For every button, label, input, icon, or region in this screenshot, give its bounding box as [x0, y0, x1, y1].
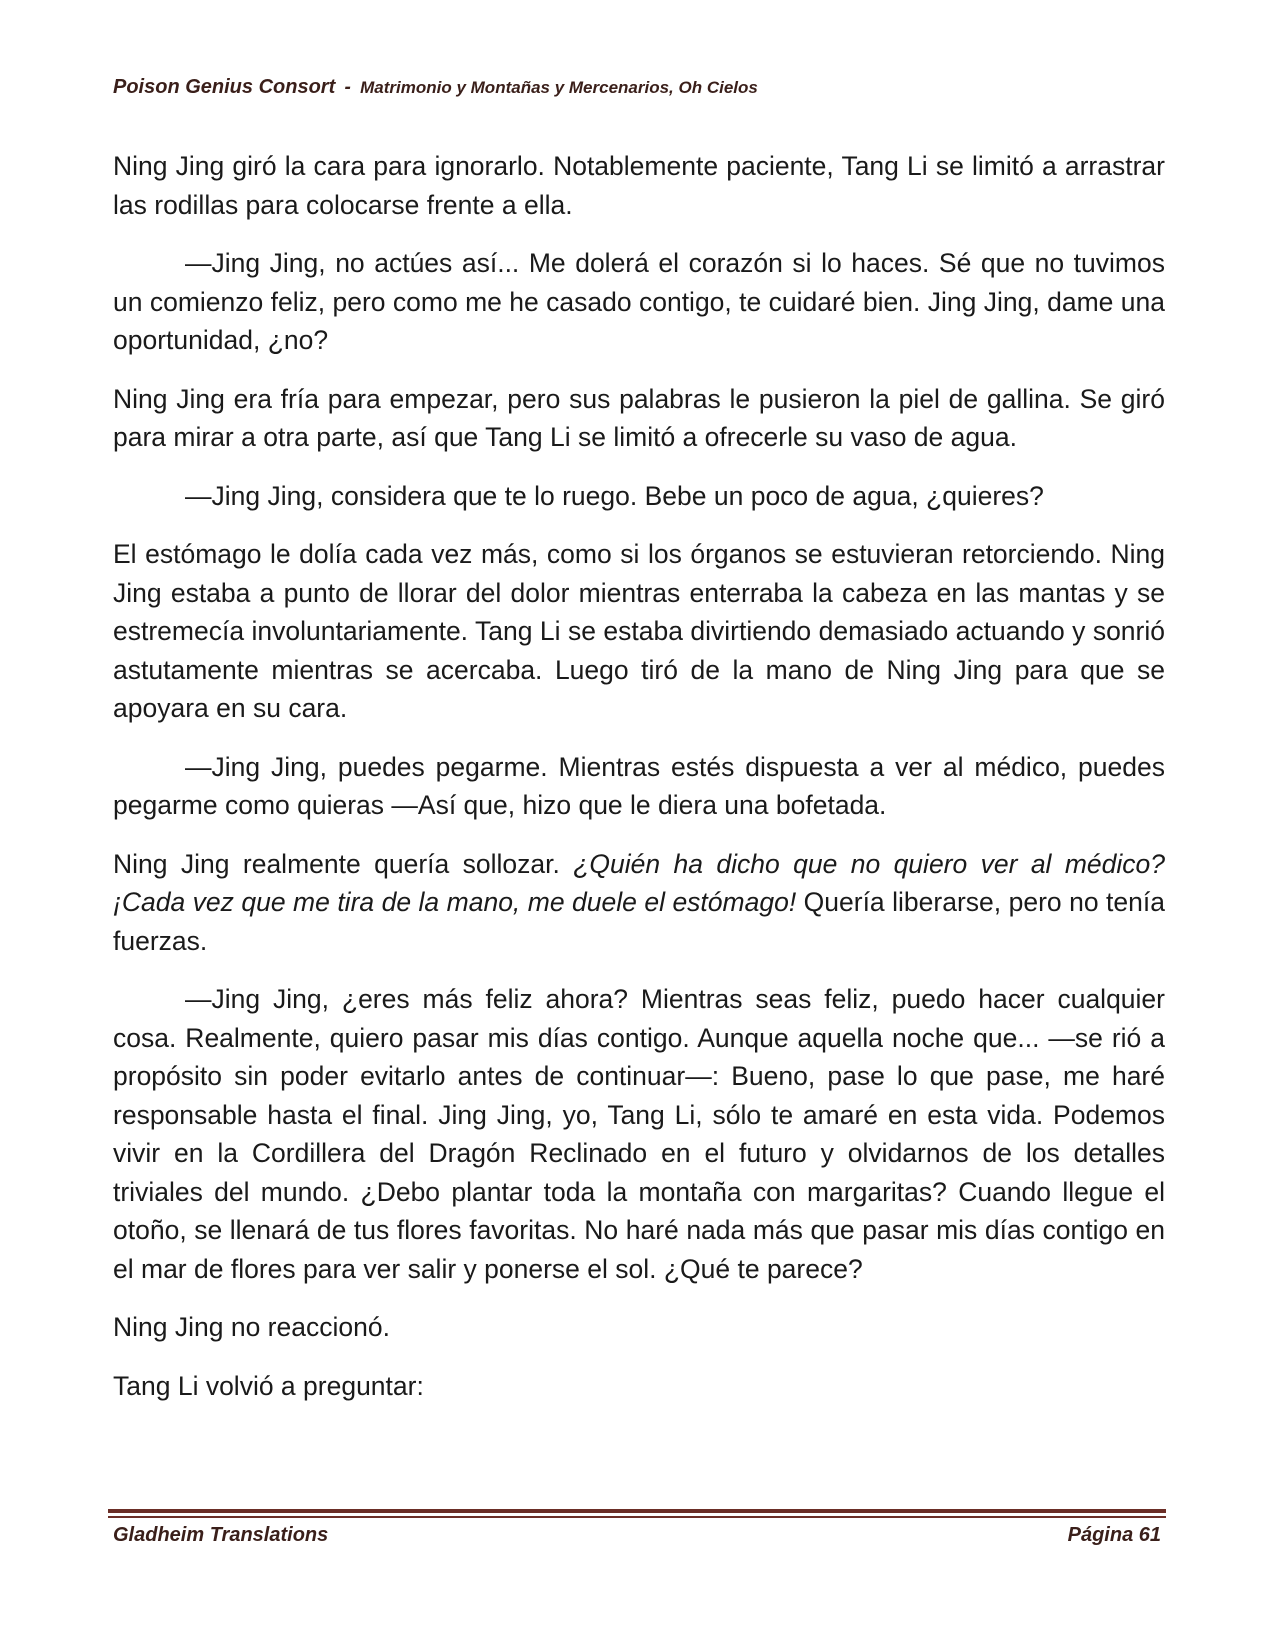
paragraph: Ning Jing giró la cara para ignorarlo. Notablemente paciente, Tang Li se limitó a arrastrar las rodillas para colocarse frente a ella. — [113, 151, 1165, 220]
publisher-name: Gladheim Translations — [113, 1524, 329, 1546]
footer-rule-thick — [108, 1509, 1166, 1513]
paragraph: Ning Jing era fría para empezar, pero sus palabras le pusieron la piel de gallina. Se giró para mirar a otra parte, así que Tang Li se limitó a ofrecerle su vaso de agua. — [113, 383, 1165, 452]
dialogue-paragraph: —Jing Jing, puedes pegarme. Mientras estés dispuesta a ver al médico, puedes pegarme como quieras —Así que, hizo que le diera una bofetada. — [113, 751, 1165, 820]
paragraph: El estómago le dolía cada vez más, como si los órganos se estuvieran retorciendo. Ning Jing estaba a punto de llorar del dolor mientras enterraba la cabeza en las mantas y se estremecía involuntariamente. Tang Li se estaba divirtiendo demasiado actuando y sonrió astutamente mientras se acercaba. Luego tiró de la mano de Ning Jing para que se apoyara en su cara. — [113, 539, 1165, 723]
dialogue-paragraph: —Jing Jing, ¿eres más feliz ahora? Mientras seas feliz, puedo hacer cualquier cosa. Realmente, quiero pasar mis días contigo. Aunque aquella noche que... —se rió a propósito sin poder evitarlo antes de continuar—: Bueno, pase lo que pase, me haré responsable hasta el final. Jing Jing, yo, Tang Li, sólo te amaré en esta vida. Podemos vivir en la Cordillera del Dragón Reclinado en el futuro y olvidarnos de los detalles triviales del mundo. ¿Debo plantar toda la montaña con margaritas? Cuando llegue el otoño, se llenará de tus flores favoritas. No haré nada más que pasar mis días contigo en el mar de flores para ver salir y ponerse el sol. ¿Qué te parece? — [113, 984, 1165, 1284]
dialogue-paragraph: —Jing Jing, no actúes así... Me dolerá el corazón si lo haces. Sé que no tuvimos un comienzo feliz, pero como me he casado contigo, te cuidaré bien. Jing Jing, dame una oportunidad, ¿no? — [113, 248, 1165, 355]
footer-rule-thin — [108, 1516, 1166, 1518]
narration-text: Quería liberarse, pero no tenía fuerzas. — [113, 887, 1165, 956]
paragraph: Ning Jing no reaccionó. — [113, 1312, 390, 1342]
narration-text: Ning Jing realmente quería sollozar. — [113, 848, 574, 879]
page-header — [113, 76, 1173, 99]
dialogue-paragraph: —Jing Jing, considera que te lo ruego. Bebe un poco de agua, ¿quieres? — [185, 480, 1044, 511]
chapter-title: Matrimonio y Montañas y Mercenarios, Oh Cielos — [360, 78, 758, 97]
page-number: Página 61 — [1067, 1524, 1161, 1546]
body-text — [113, 147, 1165, 1425]
page-footer — [113, 1524, 1161, 1547]
inner-thought-text: ¿Quién ha dicho que no quiero ver al médico? ¡Cada vez que me tira de la mano, me duele el estómago! — [113, 848, 1165, 917]
paragraph: Tang Li volvió a preguntar: — [113, 1370, 424, 1401]
paragraph-with-thought — [113, 845, 1165, 961]
header-separator: - — [344, 77, 351, 98]
series-title: Poison Genius Consort — [113, 76, 336, 98]
